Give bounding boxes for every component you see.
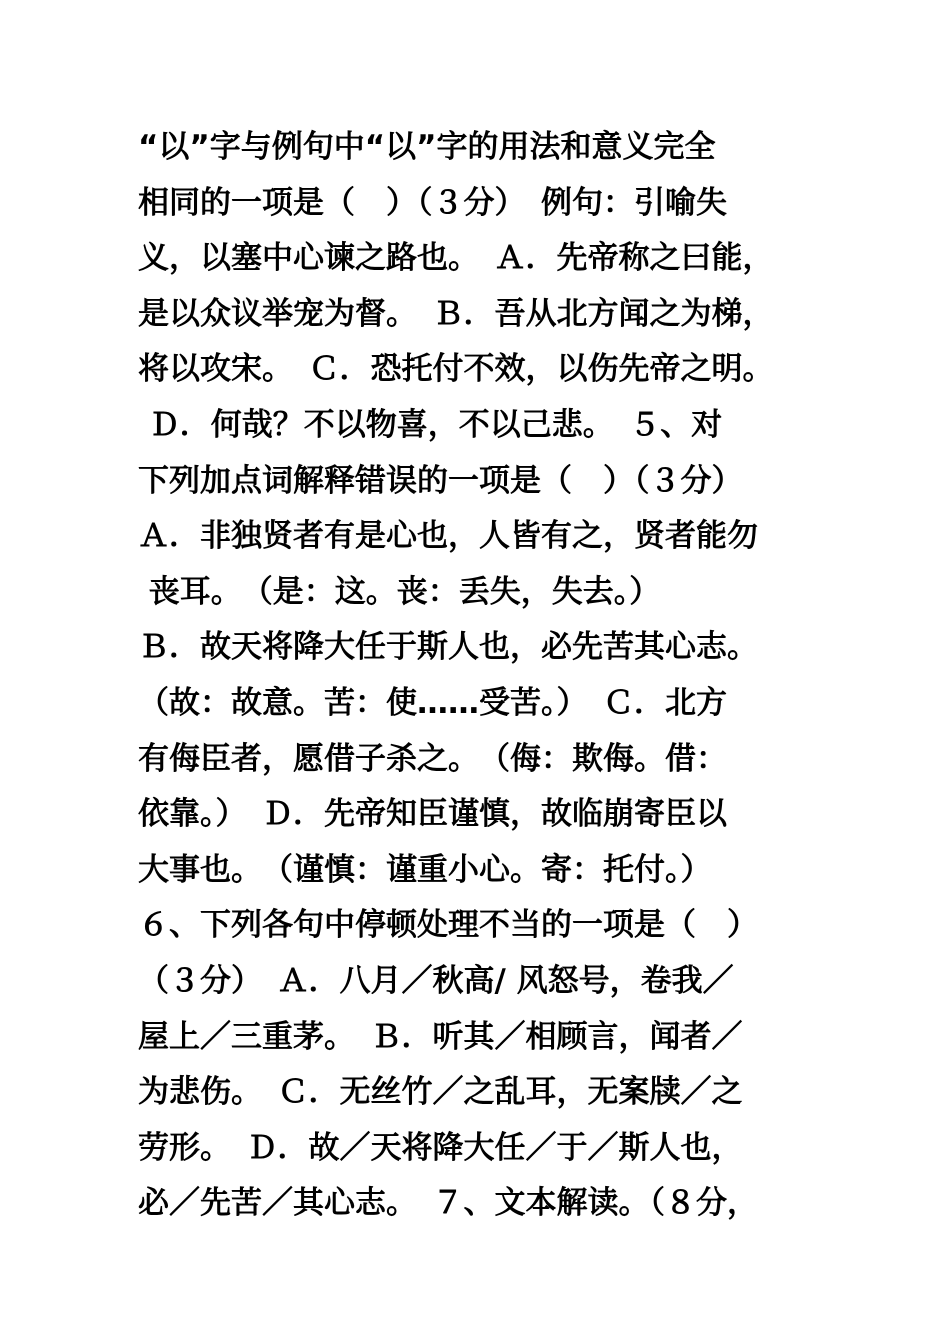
text-line: Ｄ．何哉？不以物喜，不以己悲。 ５、对 — [138, 406, 723, 443]
text-line: 是以众议举宠为督。 Ｂ．吾从北方闻之为梯， — [138, 295, 774, 332]
text-line: ６、下列各句中停顿处理不当的一项是（ ） — [138, 907, 758, 944]
text-line: 屋上／三重茅。 Ｂ．听其／相顾言，闻者／ — [138, 1018, 743, 1055]
text-line: 将以攻宋。 Ｃ．恐托付不效，以伤先帝之明。 — [138, 351, 774, 388]
document-body — [138, 120, 838, 1232]
text-line: 劳形。 Ｄ．故／天将降大任／于／斯人也， — [138, 1129, 743, 1166]
text-line: （故：故意。苦：使……受苦。） Ｃ．北方 — [138, 684, 727, 721]
text-line: “以”字与例句中“以”字的用法和意义完全 — [138, 129, 716, 165]
text-line: 大事也。 （谨慎：谨重小心。寄：托付。） — [138, 851, 712, 888]
text-line: 为悲伤。 Ｃ．无丝竹／之乱耳，无案牍／之 — [138, 1074, 743, 1111]
text-line: （３分） Ａ．八月／秋高/ 风怒号，卷我／ — [138, 962, 734, 999]
text-line: 必／先苦／其心志。 ７、文本解读。（８分， — [138, 1185, 758, 1222]
text-line: Ｂ．故天将降大任于斯人也，必先苦其心志。 — [138, 629, 758, 666]
text-line: 义，以塞中心谏之路也。 Ａ．先帝称之曰能， — [138, 240, 774, 277]
text-line: 下列加点词解释错误的一项是（ ）（３分） — [138, 462, 743, 499]
text-line: Ａ．非独贤者有是心也，人皆有之，贤者能勿 — [138, 518, 758, 555]
text-line: 丧耳。 （是：这。丧：丢失，失去。） — [138, 573, 661, 610]
text-line: 依靠。） Ｄ．先帝知臣谨慎，故临崩寄臣以 — [138, 796, 727, 833]
text-line: 有侮臣者，愿借子杀之。 （侮：欺侮。借： — [138, 740, 727, 777]
text-line: 相同的一项是（ ）（３分） 例句：引喻失 — [138, 184, 727, 221]
